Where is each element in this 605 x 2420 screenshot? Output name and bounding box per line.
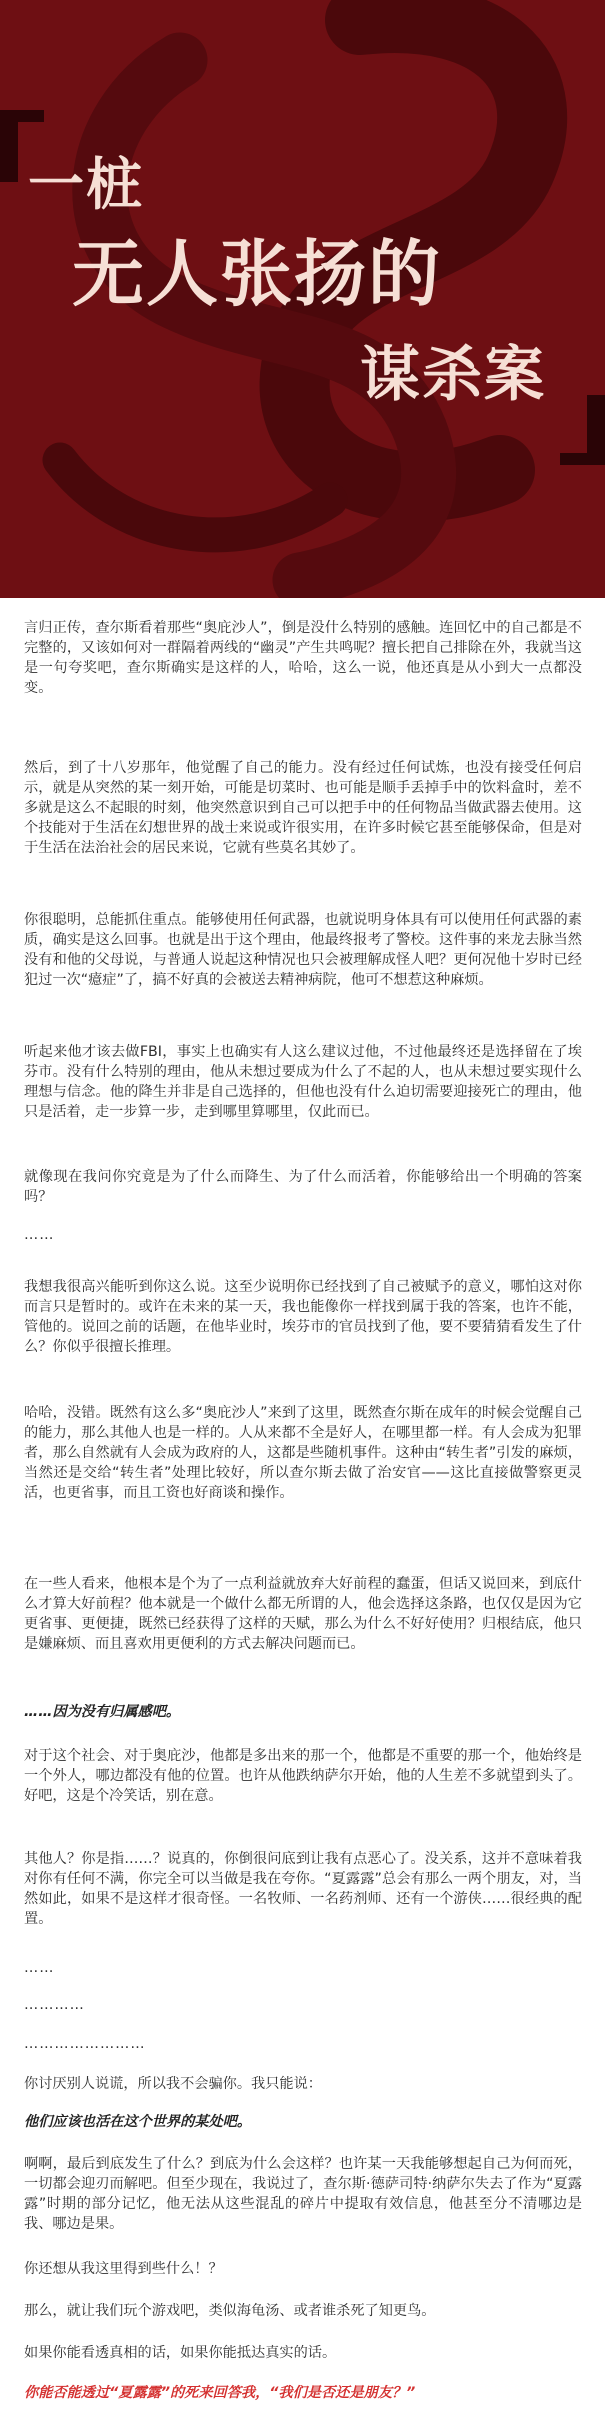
paragraph: 你很聪明，总能抓住重点。能够使用任何武器，也就说明身体具有可以使用任何武器的素质，确实是这么回事。也就是出于这个理由，他最终报考了警校。这件事的来龙去脉当然没有和他的父母说，与普通人说起这种情况也只会被理解成怪人吧？更何况他十岁时已经犯过一次“癔症”了，搞不好真的会被送去精神病院，他可不想惹这种麻烦。: [24, 912, 582, 988]
paragraph: 你讨厌别人说谎，所以我不会骗你。我只能说：: [24, 2076, 322, 2092]
ellipsis-line: …………: [24, 1997, 85, 2013]
paragraph: 哈哈，没错。既然有这么多“奥庇沙人”来到了这里，既然查尔斯在成年的时候会觉醒自己的能力，那么其他人也是一样的。人从来都不全是好人，在哪里都一样。有人会成为犯罪者，那么自然就有人会成为政府的人，这都是些随机事件。这种由“转生者”引发的麻烦，当然还是交给“转生者”处理比较好，所以查尔斯去做了治安官——这比直接做警察更灵活，也更省事，而且工资也好商谈和操作。: [24, 1405, 582, 1501]
paragraph: 如果你能看透真相的话，如果你能抵达真实的话。: [24, 2345, 337, 2361]
emphasis-line: 他们应该也活在这个世界的某处吧。: [24, 2114, 252, 2130]
ellipsis-line: ……………………: [24, 2036, 146, 2052]
emphasis-line: ……因为没有归属感吧。: [24, 1704, 181, 1720]
header-banner: [0, 0, 605, 598]
paragraph: 你还想从我这里得到些什么！？: [24, 2261, 223, 2277]
title-line-2: 无人张扬的: [72, 232, 443, 316]
paragraph: 啊啊，最后到底发生了什么？到底为什么会这样？也许某一天我能够想起自己为何而死，一切都会迎刃而解吧。但至少现在，我说过了，查尔斯·德萨司特·纳萨尔失去了作为“夏露露”时期的部分记忆，他无法从这些混乱的碎片中提取有效信息，他甚至分不清哪边是我、哪边是果。: [24, 2156, 582, 2232]
ellipsis-line: ……: [24, 1227, 55, 1243]
article-body: [0, 598, 605, 2420]
ellipsis-line: ……: [24, 1960, 55, 1976]
title-line-3: 谋杀案: [360, 340, 546, 410]
title-line-1: 一桩: [28, 153, 144, 218]
paragraph: 对于这个社会、对于奥庇沙，他都是多出来的那一个，他都是不重要的那一个，他始终是一个外人，哪边都没有他的位置。也许从他跌纳萨尔开始，他的人生差不多就望到头了。好吧，这是个冷笑话，别在意。: [24, 1748, 582, 1804]
paragraph: 在一些人看来，他根本是个为了一点利益就放弃大好前程的蠢蛋，但话又说回来，到底什么才算大好前程？他本就是一个做什么都无所谓的人，他会选择这条路，也仅仅是因为它更省事、更便捷，既然已经获得了这样的天赋，那么为什么不好好使用？归根结底，他只是嫌麻烦、而且喜欢用更便利的方式去解决问题而已。: [24, 1576, 582, 1652]
paragraph: 那么，就让我们玩个游戏吧，类似海龟汤、或者谁杀死了知更鸟。: [24, 2303, 436, 2319]
paragraph: 然后，到了十八岁那年，他觉醒了自己的能力。没有经过任何试炼，也没有接受任何启示，就是从突然的某一刻开始，可能是切菜时、也可能是顺手丢掉手中的饮料盒时，差不多就是这么不起眼的时刻，他突然意识到自己可以把手中的任何物品当做武器去使用。这个技能对于生活在幻想世界的战士来说或许很实用，在许多时候它甚至能够保命，但是对于生活在法治社会的居民来说，它就有些莫名其妙了。: [24, 760, 582, 856]
paragraph: 其他人？你是指……？说真的，你倒很问底到让我有点恶心了。没关系，这并不意味着我对你有任何不满，你完全可以当做是我在夸你。“夏露露”总会有那么一两个朋友，对，当然如此，如果不是这样才很奇怪。一名牧师、一名药剂师、还有一个游侠……很经典的配置。: [24, 1851, 582, 1927]
paragraph: 言归正传，查尔斯看着那些“奥庇沙人”，倒是没什么特别的感触。连回忆中的自己都是不完整的，又该如何对一群隔着两线的“幽灵”产生共鸣呢？擅长把自己排除在外，我就当这是一句夸奖吧，查尔斯确实是这样的人，哈哈，这么一说，他还真是从小到大一点都没变。: [24, 620, 582, 696]
paragraph: 就像现在我问你究竟是为了什么而降生、为了什么而活着，你能够给出一个明确的答案吗？: [24, 1169, 582, 1205]
paragraph: 我想我很高兴能听到你这么说。这至少说明你已经找到了自己被赋予的意义，哪怕这对你而言只是暂时的。或许在未来的某一天，我也能像你一样找到属于我的答案，也许不能，管他的。说回之前的话题，在他毕业时，埃芬市的官员找到了他，要不要猜猜看发生了什么？你似乎很擅长推理。: [24, 1279, 582, 1355]
paragraph: 听起来他才该去做FBI，事实上也确实有人这么建议过他，不过他最终还是选择留在了埃芬市。没有什么特别的理由，他从未想过要成为什么了不起的人，也从未想过要实现什么理想与信念。他的降生并非是自己选择的，但他也没有什么迫切需要迎接死亡的理由，他只是活着，走一步算一步，走到哪里算哪里，仅此而已。: [24, 1044, 582, 1120]
closing-question: 你能否能透过“夏露露”的死来回答我，“我们是否还是朋友？”: [24, 2385, 416, 2401]
